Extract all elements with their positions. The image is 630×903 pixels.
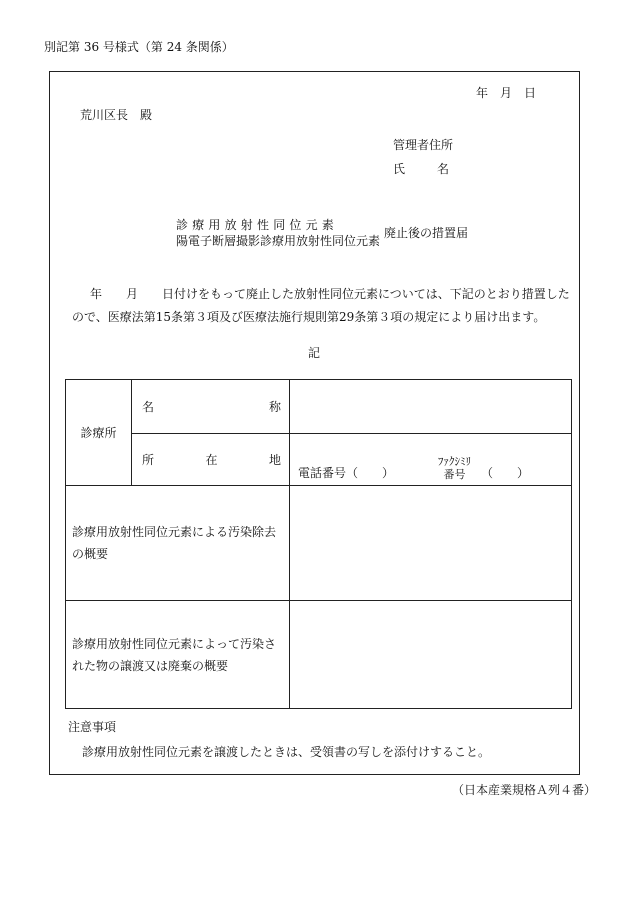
title-line-2: 陽電子断層撮影診療用放射性同位元素 <box>176 234 381 248</box>
facility-label: 診療所 <box>80 426 117 440</box>
ki-heading: 記 <box>308 346 321 360</box>
location-label-cell <box>132 434 290 486</box>
name-label-cell <box>132 380 290 434</box>
fax-label-line-1: ﾌｧｸｼﾐﾘ <box>438 455 472 468</box>
table-row <box>66 486 572 601</box>
body-text-line-2: ので、医療法第15条第３項及び医療法施行規則第29条第３項の規定により届け出ます。 <box>72 310 546 324</box>
notes-body: 診療用放射性同位元素を譲渡したときは、受領書の写しを添付けすること。 <box>82 745 491 759</box>
title-suffix: 廃止後の措置届 <box>384 226 469 240</box>
facility-label-cell <box>66 380 132 486</box>
location-label-part-3: 地 <box>268 453 281 467</box>
admin-address-label: 管理者住所 <box>393 138 454 152</box>
notes-title: 注意事項 <box>68 720 117 734</box>
paper-standard-note: （日本産業規格Ａ列４番） <box>452 783 597 797</box>
admin-name-label: 氏名 <box>393 162 482 176</box>
submission-date: 年 月 日 <box>476 86 537 100</box>
addressee: 荒川区長 殿 <box>80 108 153 122</box>
decontamination-label-cell <box>66 486 290 601</box>
name-label-part-2: 称 <box>268 400 281 414</box>
disposal-label-cell <box>66 601 290 709</box>
location-label-part-1: 所 <box>142 453 155 467</box>
form-number-label: 別記第 36 号様式（第 24 条関係） <box>44 40 234 54</box>
disposal-label: 診療用放射性同位元素によって汚染された物の譲渡又は廃棄の概要 <box>72 636 277 673</box>
table-row <box>66 601 572 709</box>
location-value-cell[interactable] <box>290 434 572 486</box>
facility-table <box>65 379 572 709</box>
title-line-1: 診療用放射性同位元素 <box>176 218 339 232</box>
decontamination-label: 診療用放射性同位元素による汚染除去の概要 <box>72 525 277 561</box>
table-row <box>66 434 572 486</box>
phone-label: 電話番号（ ） <box>298 466 395 480</box>
table-row <box>66 380 572 434</box>
fax-label-line-2: 番号 <box>443 468 466 481</box>
fax-label <box>438 455 471 481</box>
location-label-part-2: 在 <box>205 453 218 467</box>
disposal-value-cell[interactable] <box>290 601 572 709</box>
name-label-part-1: 名 <box>142 400 155 414</box>
name-value-cell[interactable] <box>290 380 572 434</box>
decontamination-value-cell[interactable] <box>290 486 572 601</box>
fax-paren: （ ） <box>481 466 530 480</box>
body-text-line-1: 年 月 日付けをもって廃止した放射性同位元素については、下記のとおり措置した <box>90 287 570 301</box>
